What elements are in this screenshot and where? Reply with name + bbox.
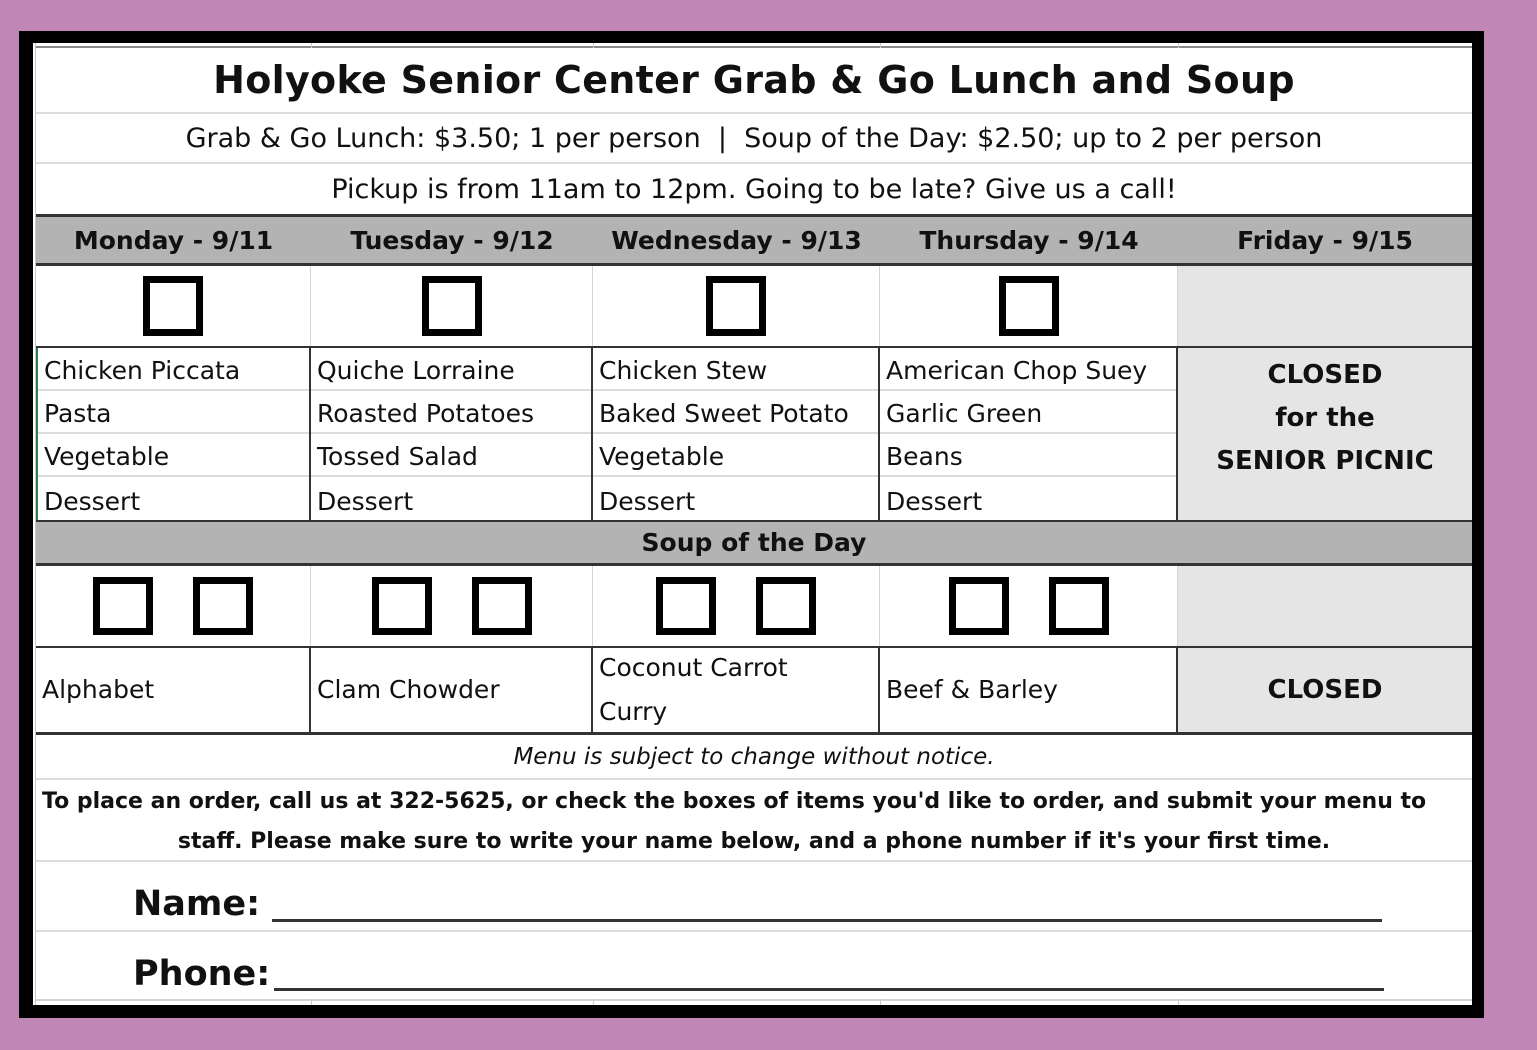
lunch-checkbox-thursday[interactable] — [999, 276, 1059, 336]
instructions-line-2: staff. Please make sure to write your name below, and a phone number if it's your first time. — [177, 829, 1331, 854]
closed-reason-label: for the — [1275, 403, 1375, 433]
grid-line — [311, 999, 312, 1005]
soup-thursday: Beef & Barley — [880, 648, 1178, 732]
menu-item: Pasta — [38, 391, 309, 434]
soup-checkbox-monday-2[interactable] — [193, 577, 253, 635]
lunch-menu-monday — [36, 348, 311, 520]
lunch-cell-tuesday — [311, 266, 593, 346]
lunch-checkbox-row — [36, 266, 1472, 348]
menu-item: Garlic Green — [880, 391, 1176, 434]
lunch-menu-thursday — [880, 348, 1178, 520]
grid-line — [593, 999, 594, 1005]
lunch-checkbox-tuesday[interactable] — [422, 276, 482, 336]
menu-item: Roasted Potatoes — [311, 391, 591, 434]
phone-label: Phone: — [133, 954, 271, 994]
lunch-cell-friday-closed — [1178, 266, 1472, 346]
lunch-cell-monday — [36, 266, 311, 346]
soup-checkbox-wednesday-2[interactable] — [756, 577, 816, 635]
menu-item: Dessert — [44, 486, 141, 516]
day-header-row — [36, 214, 1472, 266]
soup-wednesday-line2: Curry — [599, 697, 668, 726]
instructions-line-1: To place an order, call us at 322-5625, or check the boxes of items you'd like to order, and submit your menu to — [42, 789, 1427, 814]
name-label: Name: — [133, 884, 261, 924]
phone-field-row — [36, 932, 1472, 1000]
soup-cell-tuesday — [311, 566, 593, 646]
grid-line — [880, 999, 881, 1005]
closed-event-label: SENIOR PICNIC — [1216, 446, 1434, 476]
soup-monday: Alphabet — [36, 648, 311, 732]
soup-checkbox-tuesday-1[interactable] — [372, 577, 432, 635]
soup-cell-friday-closed — [1178, 566, 1472, 646]
day-header-thursday: Thursday - 9/14 — [919, 225, 1139, 255]
soup-checkbox-wednesday-1[interactable] — [656, 577, 716, 635]
soup-header: Soup of the Day — [36, 522, 1472, 566]
menu-item: Tossed Salad — [311, 434, 591, 477]
menu-change-notice: Menu is subject to change without notice. — [36, 735, 1472, 780]
menu-item: American Chop Suey — [880, 348, 1176, 391]
menu-item: Baked Sweet Potato — [593, 391, 878, 434]
menu-item: Vegetable — [38, 434, 309, 477]
order-instructions — [36, 780, 1472, 862]
phone-input-line[interactable] — [274, 988, 1384, 991]
soup-checkbox-thursday-2[interactable] — [1049, 577, 1109, 635]
pricing-info: Grab & Go Lunch: $3.50; 1 per person | Soup of the Day: $2.50; up to 2 per person — [36, 114, 1472, 164]
lunch-checkbox-wednesday[interactable] — [706, 276, 766, 336]
day-header-tuesday: Tuesday - 9/12 — [350, 225, 554, 255]
lunch-menu-friday-closed — [1178, 348, 1472, 520]
soup-checkbox-thursday-1[interactable] — [949, 577, 1009, 635]
day-header-friday: Friday - 9/15 — [1237, 225, 1413, 255]
lunch-cell-thursday — [880, 266, 1178, 346]
menu-item: Dessert — [317, 486, 414, 516]
soup-checkbox-row — [36, 566, 1472, 648]
day-header-wednesday: Wednesday - 9/13 — [611, 225, 862, 255]
soup-cell-thursday — [880, 566, 1178, 646]
lunch-checkbox-monday[interactable] — [143, 276, 203, 336]
lunch-menu-wednesday — [593, 348, 880, 520]
soup-checkbox-monday-1[interactable] — [93, 577, 153, 635]
soup-names-row — [36, 648, 1472, 735]
lunch-menu-tuesday — [311, 348, 593, 520]
lunch-menu-row — [36, 348, 1472, 522]
menu-item: Quiche Lorraine — [311, 348, 591, 391]
menu-item: Dessert — [886, 486, 983, 516]
soup-friday-closed: CLOSED — [1178, 648, 1472, 732]
menu-item: Chicken Piccata — [38, 348, 309, 391]
soup-checkbox-tuesday-2[interactable] — [472, 577, 532, 635]
lunch-cell-wednesday — [593, 266, 880, 346]
grid-line — [1178, 999, 1179, 1005]
name-field-row — [36, 862, 1472, 932]
menu-item: Beans — [880, 434, 1176, 477]
pickup-info: Pickup is from 11am to 12pm. Going to be late? Give us a call! — [331, 173, 1177, 205]
soup-tuesday: Clam Chowder — [311, 648, 593, 732]
day-header-monday: Monday - 9/11 — [73, 225, 274, 255]
menu-item: Vegetable — [593, 434, 878, 477]
menu-sheet — [33, 43, 1472, 1005]
sliver-row-bottom — [36, 999, 1472, 1005]
soup-wednesday — [593, 648, 880, 732]
soup-cell-wednesday — [593, 566, 880, 646]
menu-item: Chicken Stew — [593, 348, 878, 391]
menu-item: Dessert — [599, 486, 696, 516]
page-title: Holyoke Senior Center Grab & Go Lunch and Soup — [36, 48, 1472, 114]
page-frame — [19, 31, 1484, 1018]
closed-label: CLOSED — [1267, 360, 1383, 390]
name-input-line[interactable] — [272, 919, 1382, 922]
soup-wednesday-line1: Coconut Carrot — [599, 653, 788, 682]
soup-cell-monday — [36, 566, 311, 646]
